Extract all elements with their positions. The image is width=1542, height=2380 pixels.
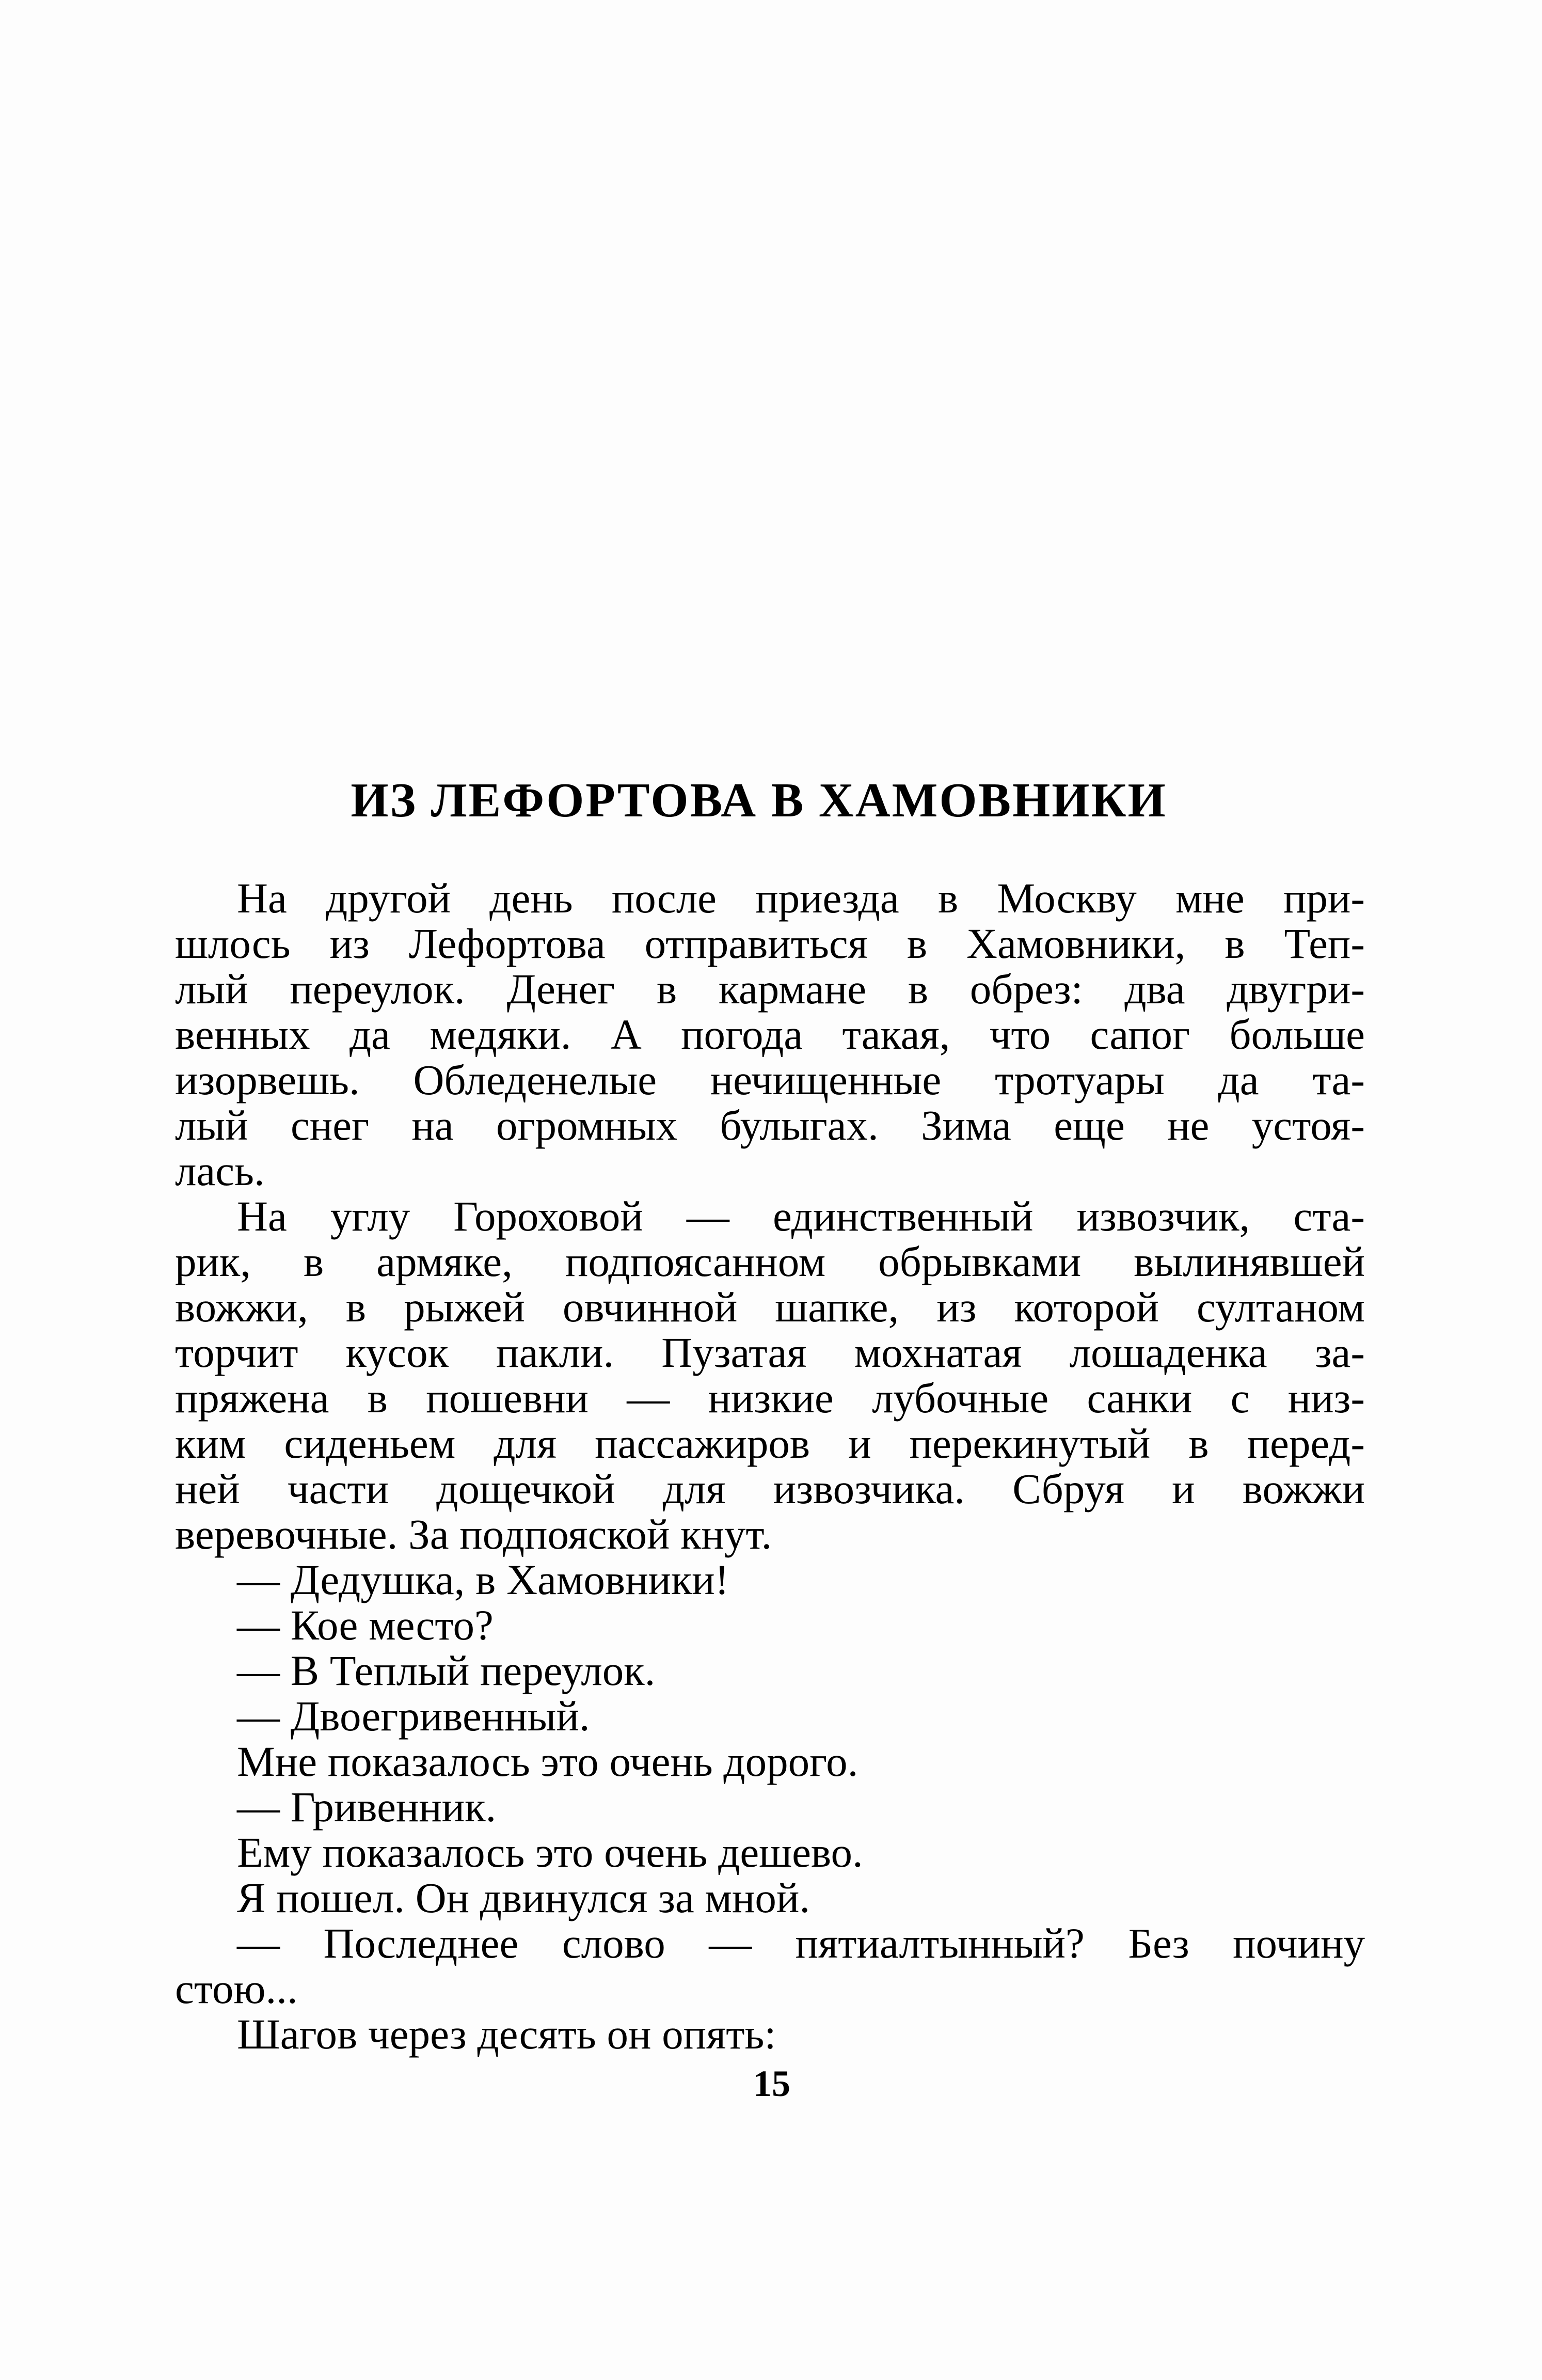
text-line: На углу Гороховой — единственный извозчик, ста- [237, 1192, 1365, 1240]
text-line: Ему показалось это очень дешево. [237, 1829, 863, 1876]
text-line: изорвешь. Обледенелые нечищенные тротуары да та- [175, 1056, 1365, 1104]
dialogue-line: — Кое место? [237, 1601, 494, 1649]
text-line: стою... [175, 1965, 298, 2012]
text-line: лый переулок. Денег в кармане в обрез: два двугри- [175, 965, 1365, 1013]
dialogue-line: — Последнее слово — пятиалтынный? Без почину [237, 1919, 1365, 1967]
text-line: вожжи, в рыжей овчинной шапке, из которой султаном [175, 1283, 1365, 1331]
text-line: На другой день после приезда в Москву мне при- [237, 874, 1365, 922]
dialogue-line: — Двоегривенный. [237, 1692, 590, 1740]
text-line: пряжена в пошевни — низкие лубочные санки с низ- [175, 1374, 1365, 1422]
text-line: шлось из Лефортова отправиться в Хамовники, в Теп- [175, 920, 1365, 967]
text-line: торчит кусок пакли. Пузатая мохнатая лошаденка за- [175, 1329, 1365, 1376]
chapter-title: ИЗ ЛЕФОРТОВА В ХАМОВНИКИ [351, 774, 1167, 827]
text-line: Мне показалось это очень дорого. [237, 1738, 859, 1785]
page-number: 15 [753, 2063, 790, 2104]
text-line: лый снег на огромных булыгах. Зима еще не устоя- [175, 1101, 1365, 1149]
text-line: ким сиденьем для пассажиров и перекинутый в перед- [175, 1420, 1365, 1467]
text-line: Я пошел. Он двинулся за мной. [237, 1874, 810, 1921]
text-line: веревочные. За подпояской кнут. [175, 1510, 772, 1558]
text-line: ней части дощечкой для извозчика. Сбруя и вожжи [175, 1465, 1365, 1512]
body-text [175, 875, 1365, 2057]
text-line: венных да медяки. А погода такая, что сапог больше [175, 1011, 1365, 1058]
dialogue-line: — Дедушка, в Хамовники! [237, 1556, 729, 1603]
dialogue-line: — В Теплый переулок. [237, 1647, 656, 1694]
text-line: лась. [175, 1147, 265, 1194]
text-line: Шагов через десять он опять: [237, 2010, 776, 2058]
dialogue-line: — Гривенник. [237, 1783, 497, 1831]
text-line: рик, в армяке, подпоясанном обрывками вылинявшей [175, 1238, 1365, 1285]
